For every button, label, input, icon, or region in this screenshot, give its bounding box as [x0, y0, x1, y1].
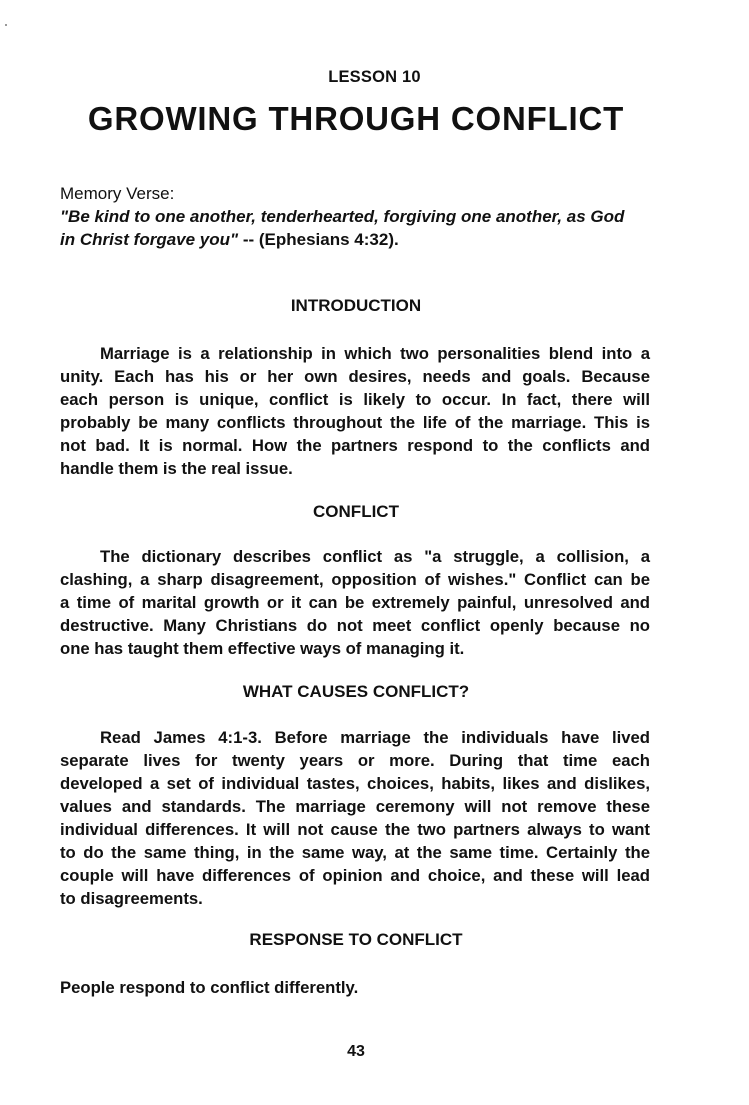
- memory-verse-quote-line2-row: [60, 228, 660, 251]
- causes-paragraph: [60, 726, 650, 910]
- memory-verse-quote-line2: in Christ forgave you": [60, 230, 239, 249]
- page-number: 43: [347, 1043, 365, 1060]
- memory-verse-quote-line1: "Be kind to one another, tenderhearted, forgiving one another, as God: [60, 207, 625, 226]
- paragraph-line: separate lives for twenty years or more. During that time each: [60, 751, 650, 770]
- paragraph-line: to disagreements.: [60, 889, 203, 908]
- paragraph-line: values and standards. The marriage ceremony will not remove these: [60, 797, 650, 816]
- introduction-paragraph: [60, 342, 650, 480]
- page-title: GROWING THROUGH CONFLICT: [87, 100, 625, 137]
- paragraph-line: The dictionary describes conflict as "a struggle, a collision, a: [100, 547, 650, 566]
- paragraph-line: Read James 4:1-3. Before marriage the individuals have lived: [100, 728, 650, 747]
- scan-speck: [5, 24, 7, 26]
- memory-verse-reference: (Ephesians 4:32).: [258, 230, 399, 249]
- lesson-label: LESSON 10: [328, 68, 421, 86]
- paragraph-line: individual differences. It will not cause the two partners always to want: [60, 820, 650, 839]
- causes-heading: WHAT CAUSES CONFLICT?: [242, 682, 470, 701]
- paragraph-line: to do the same thing, in the same way, at the same time. Certainly the: [60, 843, 650, 862]
- paragraph-line: a time of marital growth or it can be extremely painful, unresolved and: [60, 593, 650, 612]
- memory-verse-label: Memory Verse:: [60, 184, 175, 203]
- response-heading: RESPONSE TO CONFLICT: [249, 930, 463, 949]
- paragraph-line: destructive. Many Christians do not meet conflict openly because no: [60, 616, 650, 635]
- paragraph-line: one has taught them effective ways of managing it.: [60, 639, 465, 658]
- introduction-heading: INTRODUCTION: [290, 296, 422, 315]
- conflict-paragraph: [60, 545, 650, 660]
- paragraph-line: unity. Each has his or her own desires, needs and goals. Because: [60, 367, 650, 386]
- paragraph-line: couple will have differences of opinion and choice, and these will lead: [60, 866, 650, 885]
- paragraph-line: Marriage is a relationship in which two personalities blend into a: [100, 344, 650, 363]
- response-text: People respond to conflict differently.: [60, 978, 359, 997]
- response-paragraph: [60, 976, 650, 999]
- paragraph-line: not bad. It is normal. How the partners respond to the conflicts and: [60, 436, 650, 455]
- memory-verse-block: [60, 182, 660, 251]
- paragraph-line: probably be many conflicts throughout the life of the marriage. This is: [60, 413, 650, 432]
- paragraph-line: developed a set of individual tastes, choices, habits, likes and dislikes,: [60, 774, 650, 793]
- conflict-heading: CONFLICT: [313, 502, 399, 521]
- memory-verse-dash: --: [238, 230, 259, 249]
- paragraph-line: each person is unique, conflict is likely to occur. In fact, there will: [60, 390, 650, 409]
- paragraph-line: handle them is the real issue.: [60, 459, 293, 478]
- paragraph-line: clashing, a sharp disagreement, opposition of wishes." Conflict can be: [60, 570, 650, 589]
